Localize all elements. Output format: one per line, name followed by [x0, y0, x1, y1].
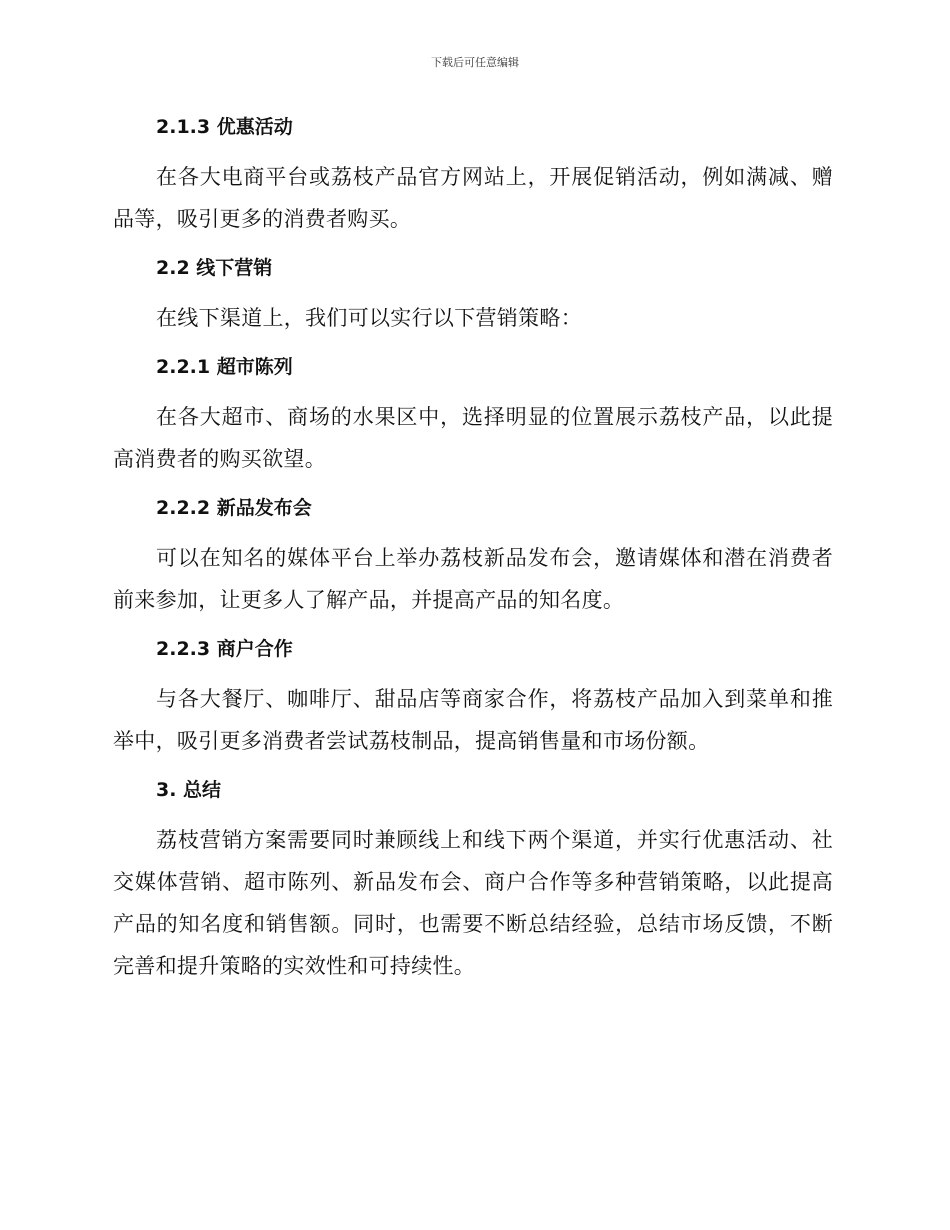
page-header: 下载后可任意编辑 — [431, 56, 519, 69]
paragraph-2-2-3: 与各大餐厅、咖啡厅、甜品店等商家合作，将荔枝产品加入到菜单和推举中，吸引更多消费者尝试荔枝制品，提高销售量和市场份额。 — [113, 687, 833, 753]
heading-2-2-1: 2.2.1 超市陈列 — [156, 356, 293, 378]
heading-2-2-2: 2.2.2 新品发布会 — [156, 497, 312, 519]
document-body — [113, 111, 833, 987]
paragraph-3: 荔枝营销方案需要同时兼顾线上和线下两个渠道，并实行优惠活动、社交媒体营销、超市陈列、新品发布会、商户合作等多种营销策略，以此提高产品的知名度和销售额。同时，也需要不断总结经验，总结市场反馈，不断完善和提升策略的实效性和可持续性。 — [113, 828, 833, 978]
paragraph-2-2-2: 可以在知名的媒体平台上举办荔枝新品发布会，邀请媒体和潜在消费者前来参加，让更多人了解产品，并提高产品的知名度。 — [113, 546, 833, 612]
heading-3: 3. 总结 — [156, 779, 222, 801]
heading-2-1-3: 2.1.3 优惠活动 — [156, 116, 293, 138]
heading-2-2: 2.2 线下营销 — [156, 257, 273, 279]
paragraph-2-2: 在线下渠道上，我们可以实行以下营销策略： — [156, 306, 582, 330]
paragraph-2-1-3: 在各大电商平台或荔枝产品官方网站上，开展促销活动，例如满减、赠品等，吸引更多的消费者购买。 — [113, 165, 833, 231]
heading-2-2-3: 2.2.3 商户合作 — [156, 638, 293, 660]
paragraph-2-2-1: 在各大超市、商场的水果区中，选择明显的位置展示荔枝产品，以此提高消费者的购买欲望。 — [113, 405, 833, 471]
